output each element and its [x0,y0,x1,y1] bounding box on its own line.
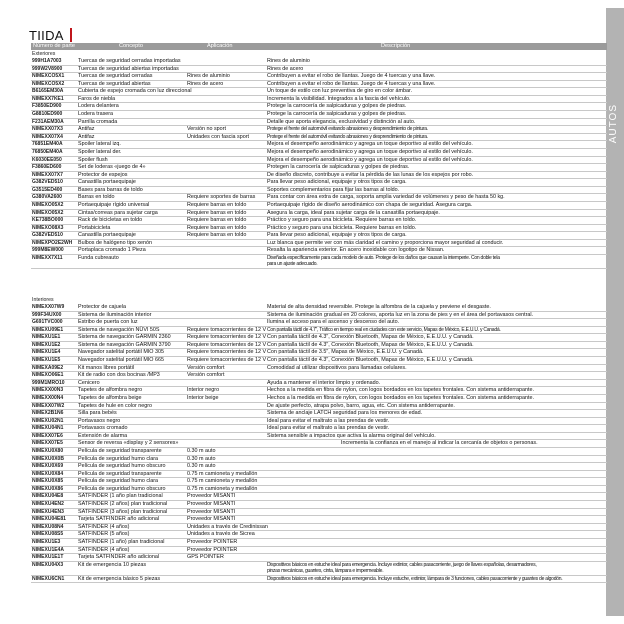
description: Soportes complementarios para fijar las barras al toldo. [267,186,400,193]
application: 0.30 m auto [187,463,216,470]
application: Requiere barras en toldo [187,201,247,208]
table-row [31,134,607,142]
part-number: NIMEXU1E5 [32,357,61,364]
part-number: NIMEXU08S5 [32,531,64,538]
concept: Navegador satelital portátil MIO 305 [78,349,164,356]
concept: Faros de niebla [78,95,116,102]
description: Hechos a la medida en fibra de nylon, con logos bordados en los tapetes frontales. Con sistema antiderrapante. [267,394,534,401]
description: Mejora el desempeño aerodinámico y agrega un toque deportivo al estilo del vehículo. [267,141,473,148]
part-number: NIMEX2B1N6 [32,410,64,417]
table-row [31,365,607,373]
part-number: NIMEXU1E2 [32,341,61,348]
table-row [31,547,607,555]
part-number: NIMEXO05X2 [32,209,64,216]
concept: Sistema de navegación NÜVI 50S [78,326,160,333]
application: Proveedor MISANTI [187,501,236,508]
table-row [31,448,607,456]
table-row [31,232,607,240]
concept: Kit de emergencia 10 piezas [78,561,147,568]
concept: Sensor de reversa «display y 2 sensores» [78,440,179,447]
table-row [31,141,607,149]
concept: Portavasos cromado [78,425,128,432]
description: Incrementa la confianza en el manejo al indicar la cercanía de objetos o personas. [341,440,538,447]
part-number: NIMEXU04E8 [32,493,64,500]
table-row [31,440,607,448]
concept: SATFINDER (3 años) plan tradicional [78,508,168,515]
description-continued: para un ajuste adecuado. [267,261,318,268]
description: Dispositivos básicos en estuche ideal para emergencia. Incluye extintor, cables pasacorriente, juego de llaves españolas, desarmadores, [267,561,537,568]
table-row [31,194,607,202]
table-row [31,119,607,127]
part-number: NIMEXX7KE1 [32,95,64,102]
part-number: NIMEXCO5X2 [32,80,65,87]
concept: Tuercas de seguridad abiertas [78,80,151,87]
description: Portaequipaje rígido de diseño aerodinámico con chapa de seguridad. Asegura carga. [267,201,473,208]
table-row [31,66,607,74]
description: Para llevar peso adicional, equipaje y otros tipos de carga. [267,179,407,186]
description: Un toque de estilo con luz preventiva de giro en color ámbar. [267,88,413,95]
part-number: 999M8EW000 [32,247,64,254]
table-row [31,58,607,66]
concept: Portabicicleta [78,224,111,231]
table-row [31,576,607,584]
concept: Canastilla portaequipaje [78,179,136,186]
application: 0.75 m camioneta y medallón [187,478,258,485]
part-number: NIMEXU1E4 [32,349,61,356]
application: 0.30 m auto [187,447,216,454]
table-row [31,562,607,576]
part-number: 76850EM40A [32,148,63,155]
description: Mejora el desempeño aerodinámico y agrega un toque deportivo al estilo del vehículo. [267,148,473,155]
part-number: NIMEXO05X2 [32,201,64,208]
table-row [31,157,607,165]
application: Requiere barras en toldo [187,209,247,216]
concept: Antifaz [78,126,95,133]
table-row [31,111,607,119]
application: Requiere tomacorrientes de 12 V [187,326,267,333]
part-number: NIMEXU4EN2 [32,501,64,508]
application: Requiere tomacorrientes de 12 V [187,334,267,341]
concept: Película de seguridad transparente [78,447,162,454]
part-number: F3860ED600 [32,164,62,171]
application: Versión no sport [187,126,226,133]
application: Requiere tomacorrientes de 12 V [187,349,267,356]
table-row [31,319,607,327]
application: Proveedor MISANTI [187,516,236,523]
part-number: 999W2V8900 [32,65,63,72]
table-row [31,493,607,501]
description: Con pantalla táctil de 4.7", Tráfico en tiempo real en ciudades con este servicio, Mapas de México, E.E.U.U. y Canadá. [267,326,501,333]
section-label-interiores: Interiores [32,297,54,303]
description: Sistema sensible a impactos que activa la alarma original del vehículo. [267,432,436,439]
application: Rines de acero [187,80,224,87]
part-number: NIMEXX07X7 [32,171,63,178]
concept: Cintas/correas para sujetar carga [78,209,158,216]
part-number: KE738BO000 [32,217,64,224]
interiores-table [31,304,607,583]
part-number: NIMEXU02N1 [32,417,64,424]
description-continued: pinzas mecánicas, guantes, cinta, lámpara e impermeable. [267,567,384,574]
exteriores-table [31,58,607,269]
description: Con pantalla táctil de 4.3", Conexión Bluetooth, Mapas de México, E.E.U.U. y Canadá. [267,341,474,348]
part-number: G382VED510 [32,179,63,186]
concept: Canastilla portaequipaje [78,232,136,239]
description: Detalle que aporta elegancia, exclusividad y distinción al auto. [267,118,416,125]
table-row [31,395,607,403]
part-number: G3515ED400 [32,186,63,193]
table-row [31,501,607,509]
application: Versión comfort [187,372,225,379]
part-number: NIMEXX07E5 [32,440,63,447]
table-row [31,81,607,89]
part-number: NIMEXU4EN3 [32,508,64,515]
concept: Protector de cajuela [78,304,126,310]
table-row [31,456,607,464]
page-title: TIIDA [29,28,64,43]
concept: Tapetes de alfombra negro [78,387,143,394]
application: Rines de aluminio [187,73,230,80]
description: Práctico y seguro para una bicicleta. Requiere barras en toldo. [267,224,417,231]
concept: Película de seguridad humo clara [78,478,159,485]
concept: Película de seguridad humo clara [78,455,159,462]
table-row [31,187,607,195]
concept: SATFINDER (1 año plan tradicional [78,493,163,500]
table-row [31,327,607,335]
concept: Protector de espejos [78,171,128,178]
concept: Silla para bebés [78,410,117,417]
table-row [31,172,607,180]
application: Proveedor POINTER [187,538,238,545]
table-row [31,387,607,395]
concept: Sistema de navegación GARMIN 3790 [78,341,171,348]
table-row [31,380,607,388]
description: Con pantalla táctil de 4.3", Conexión Bluetooth, Mapas de México, E.E.U.U. y Canadá. [267,334,474,341]
concept: Extensión de alarma [78,432,128,439]
table-row [31,486,607,494]
part-number: G380VA2600 [32,194,62,201]
description: Protegen la carrocería de salpicaduras y golpes de piedras. [267,164,410,171]
part-number: K6030EE050 [32,156,62,163]
description: Asegura la carga, ideal para sujetar carga de la canastilla portaequipaje. [267,209,440,216]
part-number: 999M1MRO10 [32,379,65,386]
part-number: B6165EM30A [32,88,64,95]
table-row [31,357,607,365]
concept: Bases para barras de toldo [78,186,143,193]
table-row [31,471,607,479]
section-label-exteriores: Exteriores [32,51,56,57]
description: Protege el frente del automóvil evitando abrasiones y desprendimiento de pintura. [267,126,428,133]
table-row [31,103,607,111]
description: Rines de aluminio [267,58,310,64]
concept: Tuercas de seguridad cerradas [78,73,153,80]
concept: Tuercas de seguridad cerradas importadas [78,58,181,64]
application: Requiere tomacorrientes de 12 V [187,357,267,364]
concept: SATFINDER (5 años) [78,531,130,538]
part-number: NIMEXX07W9 [32,304,65,310]
description: Con pantalla táctil de 3.5", Mapas de México, E.E.U.U. y Canadá. [267,349,424,356]
concept: Portaplaca cromado 1 Pieza [78,247,146,254]
part-number: NIMEXU6CN1 [32,575,65,582]
application: Requiere barras en toldo [187,232,247,239]
concept: Spoiler lateral izq. [78,141,121,148]
description: Incrementa la visibilidad. Integrados a la fascia del vehículo. [267,95,411,102]
description: Contribuyen a evitar el robo de llantas. Juego de 4 tuercas y una llave. [267,80,436,87]
table-row [31,255,607,269]
part-number: NIMEXX07X4 [32,133,63,140]
application: Interior negro [187,387,220,394]
part-number: NIMEXX07W2 [32,402,65,409]
header-application: Aplicación [207,43,233,49]
table-row [31,210,607,218]
part-number: NIMEXX07E6 [32,432,63,439]
part-number: NIMEXO06E1 [32,372,64,379]
table-row [31,342,607,350]
table-row [31,126,607,134]
description: Ayuda a mantener el interior limpio y ordenado. [267,379,381,386]
part-number: NIMEXX00N3 [32,387,64,394]
application: GPS POINTER [187,554,224,561]
part-number: NIMEXU0X86 [32,485,64,492]
part-number: 76851EM40A [32,141,63,148]
concept: SATFINDER (1 año) plan tradicional [78,538,165,545]
table-row [31,349,607,357]
concept: Kit de radio con dos bocinas /MP3 [78,372,160,379]
concept: Película de seguridad transparente [78,470,162,477]
description: De diseño discreto, contribuye a evitar la pérdida de las lunas de los espejos por robo. [267,171,474,178]
table-row [31,418,607,426]
part-number: NIMEXX07X3 [32,126,63,133]
part-number: 999H1A7003 [32,58,62,64]
table-row [31,372,607,380]
header-description: Descripción [381,43,411,49]
table-row [31,463,607,471]
application: Proveedor MISANTI [187,508,236,515]
part-number: NIMEXCO5X1 [32,73,65,80]
concept: Sistema de navegación GARMIN 2360 [78,334,171,341]
concept: Parrilla cromada [78,118,118,125]
part-number: NIMEXU1E4A [32,546,64,553]
part-number: NIMEXO08X3 [32,224,64,231]
table-row [31,179,607,187]
description: Contribuyen a evitar el robo de llantas. Juego de 4 tuercas y una llave. [267,73,436,80]
application: Requiere barras en toldo [187,217,247,224]
concept: Lodera trasera [78,111,114,118]
description: Con pantalla táctil de 4.3", Conexión Bluetooth, Mapas de México, E.E.U.U. y Canadá. [267,357,474,364]
part-number: NIMEXU1E1T [32,554,64,561]
part-number: NIMEXU04X3 [32,561,64,568]
part-number: NIMEXU04E81 [32,516,66,523]
table-row [31,410,607,418]
table-row [31,531,607,539]
description: De ajuste perfecto, atrapa polvo, barro, agua, etc. Con sistema antiderrapante. [267,402,455,409]
application: Proveedor MISANTI [187,493,236,500]
application: Unidades con fascia sport [187,133,250,140]
side-tab-label: AUTOS [608,104,619,144]
application: 0.30 m auto [187,455,216,462]
table-row [31,524,607,532]
table-row [31,240,607,248]
application: Unidades a través de Credinissan [187,523,268,530]
part-number: G382VED510 [32,232,63,239]
application: 0.75 m camioneta y medallón [187,485,258,492]
concept: Lodera delantera [78,103,119,110]
table-row [31,478,607,486]
concept: Cubierta de espejo cromada con luz direccional [78,88,192,95]
description: Para contar con área extra de carga, soporta amplia variedad de volúmenes y peso de hasta 50 kg. [267,194,505,201]
application: Interior beige [187,394,219,401]
table-row [31,312,607,320]
description: Luz blanca que permite ver con más claridad el camino y proporciona mayor seguridad al conducir. [267,239,504,246]
part-number: NIMEXA09E2 [32,364,64,371]
concept: Kit manos libres portátil [78,364,135,371]
table-row [31,149,607,157]
concept: Sistema de iluminación interior [78,311,152,318]
part-number: NIMEXU08N4 [32,523,64,530]
description: Ideal para evitar el maltrato a las prendas de vestir. [267,425,390,432]
part-number: NIMEXU1E3 [32,538,61,545]
table-row [31,73,607,81]
table-row [31,202,607,210]
application: Requiere barras en toldo [187,224,247,231]
concept: Bulbos de halógeno tipo xenón [78,239,153,246]
concept: Tarjeta SATFINDER año adicional [78,554,160,561]
part-number: NIMEXX7X11 [32,255,63,262]
concept: Funda cubreauto [78,255,119,262]
table-row [31,403,607,411]
application: Unidades a través de Sicrea [187,531,255,538]
description: Para llevar peso adicional, equipaje y otros tipos de carga. [267,232,407,239]
description: Material de alta densidad reversible. Protege la alfombra de la cajuela y previene el desgaste. [267,304,491,310]
description: Protege la carrocería de salpicaduras y golpes de piedras. [267,103,407,110]
table-row [31,164,607,172]
concept: Tarjeta SATFINDER año adicional [78,516,160,523]
description: Sistema de iluminación gradual en 20 colores, aporta luz en la zona de pies y en el área del portavasos central. [267,311,534,318]
part-number: F3850ED900 [32,103,62,110]
concept: Estribo de puerta con luz [78,319,138,326]
table-row [31,247,607,255]
concept: Tuercas de seguridad abiertas importadas [78,65,179,72]
part-number: NIMEXU0X0B [32,455,64,462]
table-row [31,433,607,441]
description: Protege el frente del automóvil evitando abrasiones y desprendimiento de pintura. [267,133,428,140]
concept: SATFINDER (4 años) [78,546,130,553]
description: Dispositivos básicos en estuche ideal para emergencia. Incluye estuche, extintor, lámpara de 3 funciones, cables pasacorriente y guantes de algodón. [267,575,563,582]
part-number: G8810ED900 [32,111,63,118]
table-row [31,225,607,233]
description: Resalta la apariencia exterior. En acero inoxidable con logotipo de Nissan. [267,247,445,254]
table-row [31,217,607,225]
part-number: NIMEXU04N1 [32,425,64,432]
part-number: NIMEXU0X85 [32,478,64,485]
table-row [31,554,607,562]
table-row [31,96,607,104]
concept: Set de loderas «juego de 4» [78,164,146,171]
part-number: 999F34UX00 [32,311,62,318]
concept: Kit de emergencia básico 5 piezas [78,575,161,582]
description: Ilumina el acceso para el ascenso y descenso del auto. [267,319,400,326]
concept: SATFINDER (2 años) plan tradicional [78,501,168,508]
application: Proveedor POINTER [187,546,238,553]
application: Versión comfort [187,364,225,371]
table-row [31,88,607,96]
table-row [31,425,607,433]
table-row [31,509,607,517]
part-number: F231AEM30A [32,118,64,125]
concept: Tapetes de alfombra beige [78,394,142,401]
concept: SATFINDER (4 años) [78,523,130,530]
title-accent-bar [70,28,72,42]
concept: Rack de bicicletas en toldo [78,217,143,224]
table-row [31,539,607,547]
concept: Película de seguridad humo obscuro [78,485,166,492]
application: 0.75 m camioneta y medallón [187,470,258,477]
table-row [31,516,607,524]
application: Requiere soportes de barras [187,194,256,201]
description: Mejora el desempeño aerodinámico y agrega un toque deportivo al estilo del vehículo. [267,156,473,163]
table-row [31,334,607,342]
concept: Barras en toldo [78,194,115,201]
header-part: Número de parte [33,43,75,49]
part-number: NIMEXPO2E2WH [32,239,73,246]
part-number: NIMEXU1E1 [32,334,61,341]
part-number: NIMEXU0X80 [32,447,64,454]
section-side-tab [606,8,624,616]
concept: Portaequipaje rígido universal [78,201,150,208]
description: Rines de acero [267,65,304,72]
description: Comodidad al utilizar dispositivos para llamadas celulares. [267,364,407,371]
part-number: NIMEXU09E1 [32,326,64,333]
description: Práctico y seguro para una bicicleta. Requiere barras en toldo. [267,217,417,224]
concept: Cenicero [78,379,100,386]
table-row [31,304,607,312]
part-number: NIMEXU0X84 [32,470,64,477]
concept: Película de seguridad humo obscuro [78,463,166,470]
part-number: NIMEXU0X69 [32,463,64,470]
concept: Portavasos negro [78,417,121,424]
concept: Spoiler lateral der. [78,148,122,155]
concept: Tapetes de hule en color negro [78,402,153,409]
concept: Navegador satelital portátil MIO 665 [78,357,164,364]
description: Sistema de anclaje LATCH seguridad para los menores de edad. [267,410,423,417]
concept: Antifaz [78,133,95,140]
part-number: NIMEXX00N4 [32,394,64,401]
table-header [31,43,607,50]
header-concept: Concepto [119,43,143,49]
description: Hechos a la medida en fibra de nylon, con logos bordados en los tapetes frontales. Con sistema antiderrapante. [267,387,534,394]
part-number: G691TVC000 [32,319,63,326]
description: Protege la carrocería de salpicaduras y golpes de piedras. [267,111,407,118]
concept: Spoiler flush [78,156,108,163]
application: Requiere tomacorrientes de 12 V [187,341,267,348]
description: Diseñada específicamente para cada modelo de auto. Protege de los daños que causan la intemperie. Con doble tela [267,255,500,262]
description: Ideal para evitar el maltrato a las prendas de vestir. [267,417,390,424]
